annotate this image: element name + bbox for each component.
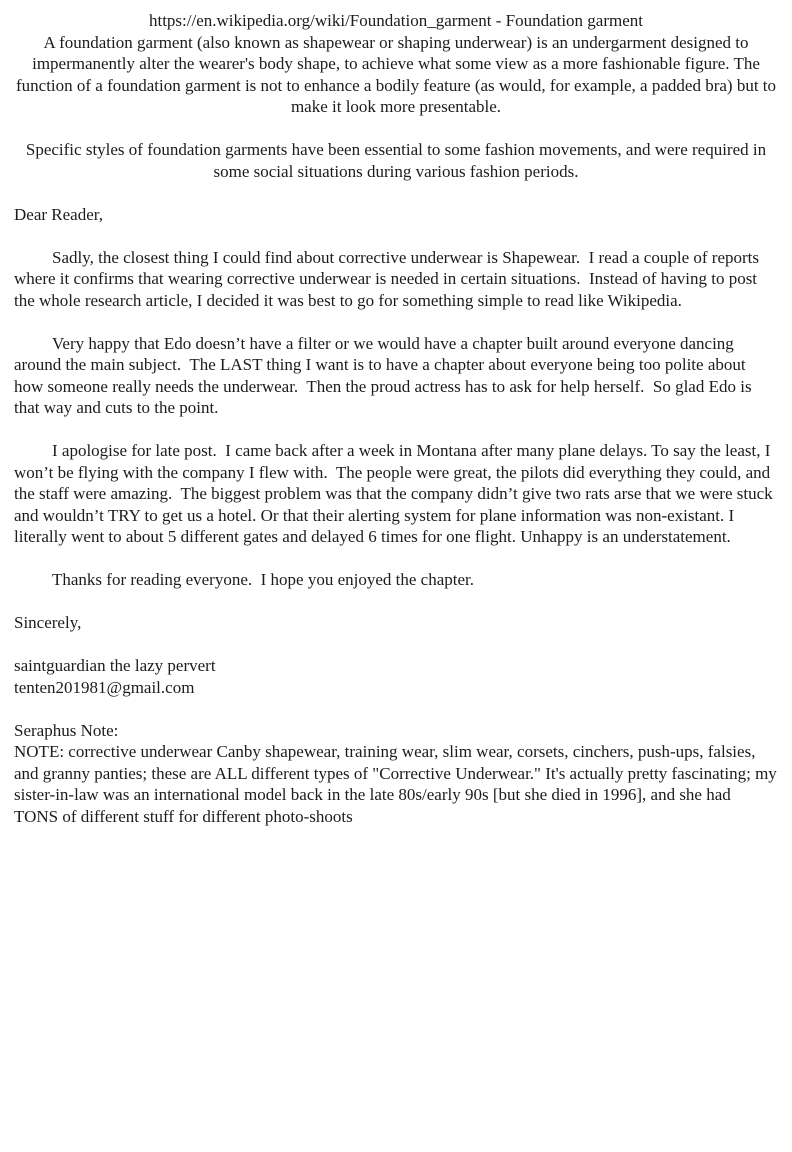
signature-email: tenten201981@gmail.com [14,677,195,697]
wiki-excerpt-paragraph-2: Specific styles of foundation garments have been essential to some fashion movements, and were required in some social situations during various fashion periods. [25,140,771,181]
signature-name: saintguardian the lazy pervert [14,656,216,675]
signature-block [14,655,778,698]
note-heading: Seraphus Note: [14,720,119,740]
note-body: NOTE: corrective underwear Canby shapewear, training wear, slim wear, corsets, cinchers, push-ups, falsies, and granny panties; these are ALL different types of "Corrective Underwear." It's actually pretty fascinating; my sister-in-law was an international model back in the late 80s/early 90s [but she died in 1996], and she had TONS of different stuff for different photo-shoots [14,742,782,826]
wiki-excerpt-paragraph-1: A foundation garment (also known as shapewear or shaping underwear) is an undergarment designed to impermanently alter the wearer's body shape, to achieve what some view as a more fashionable figure. The function of a foundation garment is not to enhance a bodily feature (as would, for example, a padded bra) but to make it look more presentable. [15,32,781,116]
source-url-line: https://en.wikipedia.org/wiki/Foundation_garment - Foundation garment [148,11,644,30]
salutation: Dear Reader, [14,204,103,224]
body-paragraph-edo: Very happy that Edo doesn’t have a filter or we would have a chapter built around everyone dancing around the main subject. The LAST thing I want is to have a chapter about everyone being too polite about how someone really needs the underwear. Then the proud actress has to ask for help herself. So glad Edo is that way and cuts to the point. [14,333,756,417]
body-paragraph-shapewear: Sadly, the closest thing I could find about corrective underwear is Shapewear. I read a couple of reports where it confirms that wearing corrective underwear is needed in certain situations. Instead of having to post the whole research article, I decided it was best to go for something simple to read like Wikipedia. [14,247,764,310]
body-paragraph-montana: I apologise for late post. I came back after a week in Montana after many plane delays. To say the least, I won’t be flying with the company I flew with. The people were great, the pilots did everything they could, and the staff were amazing. The biggest problem was that the company didn’t give two rats arse that we were stuck and wouldn’t TRY to get us a hotel. Or that their alerting system for plane information was non-existant. I literally went to about 5 different gates and delayed 6 times for one flight. Unhappy is an understatement. [14,441,777,546]
thanks-line: Thanks for reading everyone. I hope you enjoyed the chapter. [52,570,475,589]
closing-line: Sincerely, [14,613,82,632]
seraphus-note-block [14,720,782,828]
